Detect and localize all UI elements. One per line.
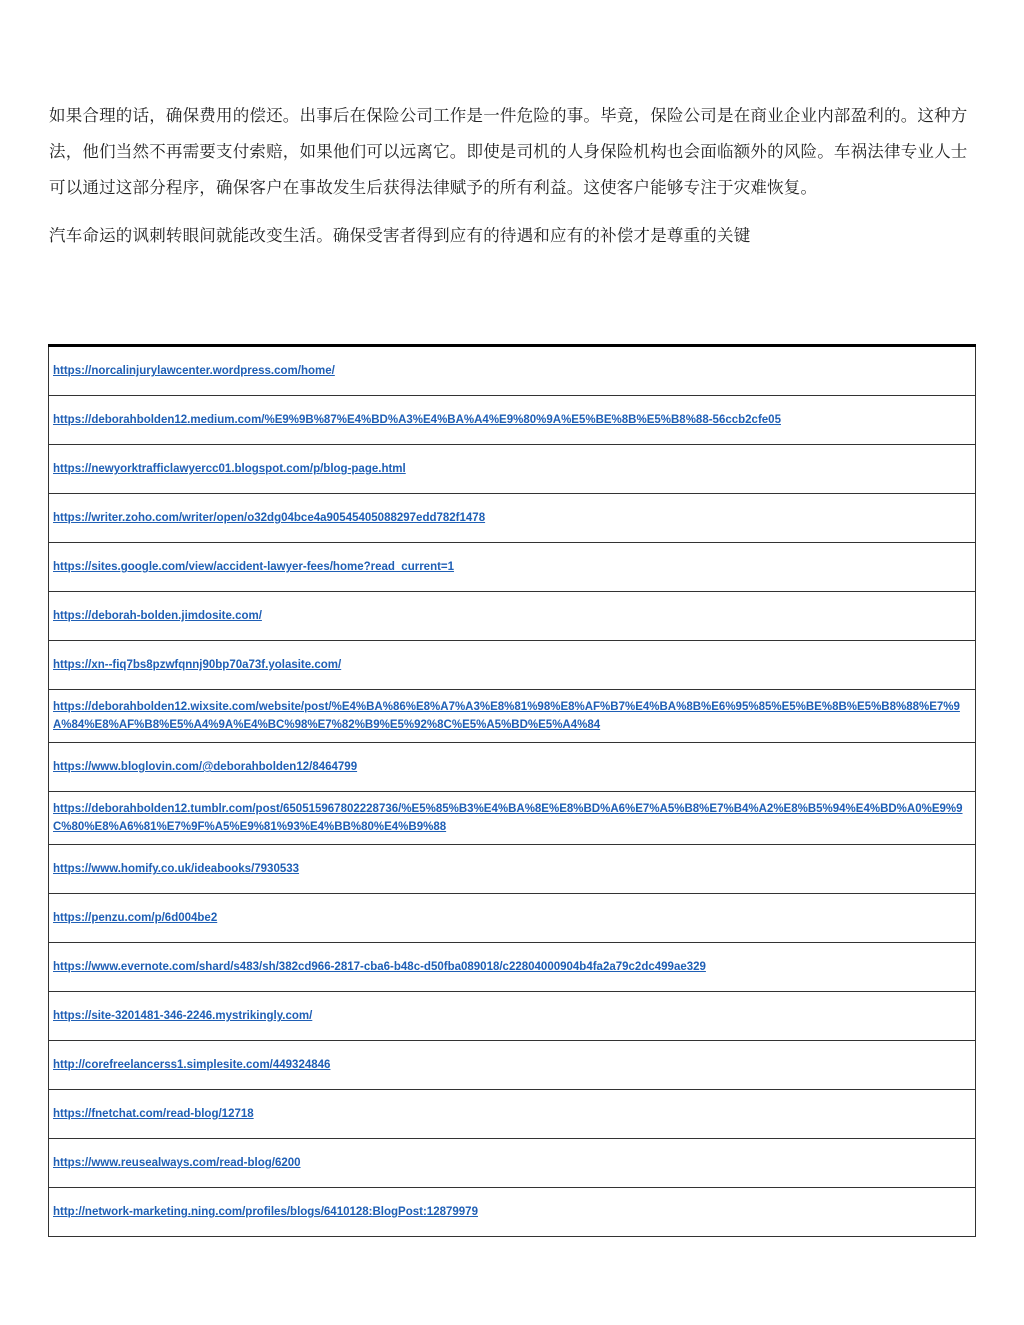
link-15[interactable]: http://corefreelancerss1.simplesite.com/449324846 [53, 1059, 331, 1071]
link-3[interactable]: https://newyorktrafficlawyercc01.blogspot.com/p/blog-page.html [53, 463, 406, 475]
link-16[interactable]: https://fnetchat.com/read-blog/12718 [53, 1108, 254, 1120]
table-cell [49, 1090, 976, 1139]
table-cell [49, 792, 976, 845]
table-cell [49, 1188, 976, 1237]
link-1[interactable]: https://norcalinjurylawcenter.wordpress.com/home/ [53, 365, 335, 377]
link-5[interactable]: https://sites.google.com/view/accident-lawyer-fees/home?read_current=1 [53, 561, 455, 573]
link-18[interactable]: http://network-marketing.ning.com/profiles/blogs/6410128:BlogPost:12879979 [53, 1206, 478, 1218]
table-row [49, 1090, 976, 1139]
table-row [49, 1188, 976, 1237]
table-cell [49, 494, 976, 543]
table-row [49, 1041, 976, 1090]
table-cell [49, 743, 976, 792]
table-row [49, 592, 976, 641]
table-cell [49, 1041, 976, 1090]
body-text [49, 98, 975, 254]
table-cell [49, 346, 976, 396]
table-cell [49, 592, 976, 641]
table-row [49, 396, 976, 445]
table-cell [49, 445, 976, 494]
paragraph-2: 汽车命运的讽刺转眼间就能改变生活。确保受害者得到应有的待遇和应有的补偿才是尊重的关键 [49, 226, 751, 245]
link-17[interactable]: https://www.reusealways.com/read-blog/6200 [53, 1157, 301, 1169]
links-table [48, 344, 976, 1237]
link-8[interactable]: https://deborahbolden12.wixsite.com/website/post/%E4%BA%86%E8%A7%A3%E8%81%98%E8%AF%B7%E4%BA%8B%E6%95%85%E5%BE%8B%E5%B8%88%E7%9A%84%E8%AF%B8%E5%A4%9A%E4%BC%98%E7%82%B9%E5%92%8C%E5%A5%BD%E5%A4%84 [53, 701, 960, 731]
table-row [49, 690, 976, 743]
link-10[interactable]: https://deborahbolden12.tumblr.com/post/650515967802228736/%E5%85%B3%E4%BA%8E%E8%BD%A6%E7%A5%B8%E7%B4%A2%E8%B5%94%E4%BD%A0%E9%9C%80%E8%A6%81%E7%9F%A5%E9%81%93%E4%BB%80%E4%B9%88 [53, 803, 963, 833]
table-row [49, 992, 976, 1041]
table-cell [49, 943, 976, 992]
table-row [49, 346, 976, 396]
table-row [49, 894, 976, 943]
table-cell [49, 992, 976, 1041]
table-row [49, 543, 976, 592]
link-7[interactable]: https://xn--fiq7bs8pzwfqnnj90bp70a73f.yolasite.com/ [53, 659, 342, 671]
table-cell [49, 1139, 976, 1188]
table-cell [49, 543, 976, 592]
table-cell [49, 396, 976, 445]
table-row [49, 792, 976, 845]
link-9[interactable]: https://www.bloglovin.com/@deborahbolden12/8464799 [53, 761, 358, 773]
table-cell [49, 894, 976, 943]
table-row [49, 494, 976, 543]
table-row [49, 743, 976, 792]
link-2[interactable]: https://deborahbolden12.medium.com/%E9%9B%87%E4%BD%A3%E4%BA%A4%E9%80%9A%E5%BE%8B%E5%B8%88-56ccb2cfe05 [53, 414, 781, 426]
table-row [49, 943, 976, 992]
link-4[interactable]: https://writer.zoho.com/writer/open/o32dg04bce4a90545405088297edd782f1478 [53, 512, 486, 524]
link-11[interactable]: https://www.homify.co.uk/ideabooks/7930533 [53, 863, 300, 875]
link-14[interactable]: https://site-3201481-346-2246.mystrikingly.com/ [53, 1010, 313, 1022]
link-6[interactable]: https://deborah-bolden.jimdosite.com/ [53, 610, 262, 622]
table-cell [49, 690, 976, 743]
table-cell [49, 845, 976, 894]
paragraph-1: 如果合理的话，确保费用的偿还。出事后在保险公司工作是一件危险的事。毕竟，保险公司是在商业企业内部盈利的。这种方法，他们当然不再需要支付索赔，如果他们可以远离它。即使是司机的人身保险机构也会面临额外的风险。车祸法律专业人士可以通过这部分程序，确保客户在事故发生后获得法律赋予的所有利益。这使客户能够专注于灾难恢复。 [49, 106, 968, 197]
table-row [49, 1139, 976, 1188]
link-13[interactable]: https://www.evernote.com/shard/s483/sh/382cd966-2817-cba6-b48c-d50fba089018/c22804000904b4fa2a79c2dc499ae329 [53, 961, 706, 973]
table-cell [49, 641, 976, 690]
table-row [49, 641, 976, 690]
table-row [49, 845, 976, 894]
table-row [49, 445, 976, 494]
link-12[interactable]: https://penzu.com/p/6d004be2 [53, 912, 218, 924]
